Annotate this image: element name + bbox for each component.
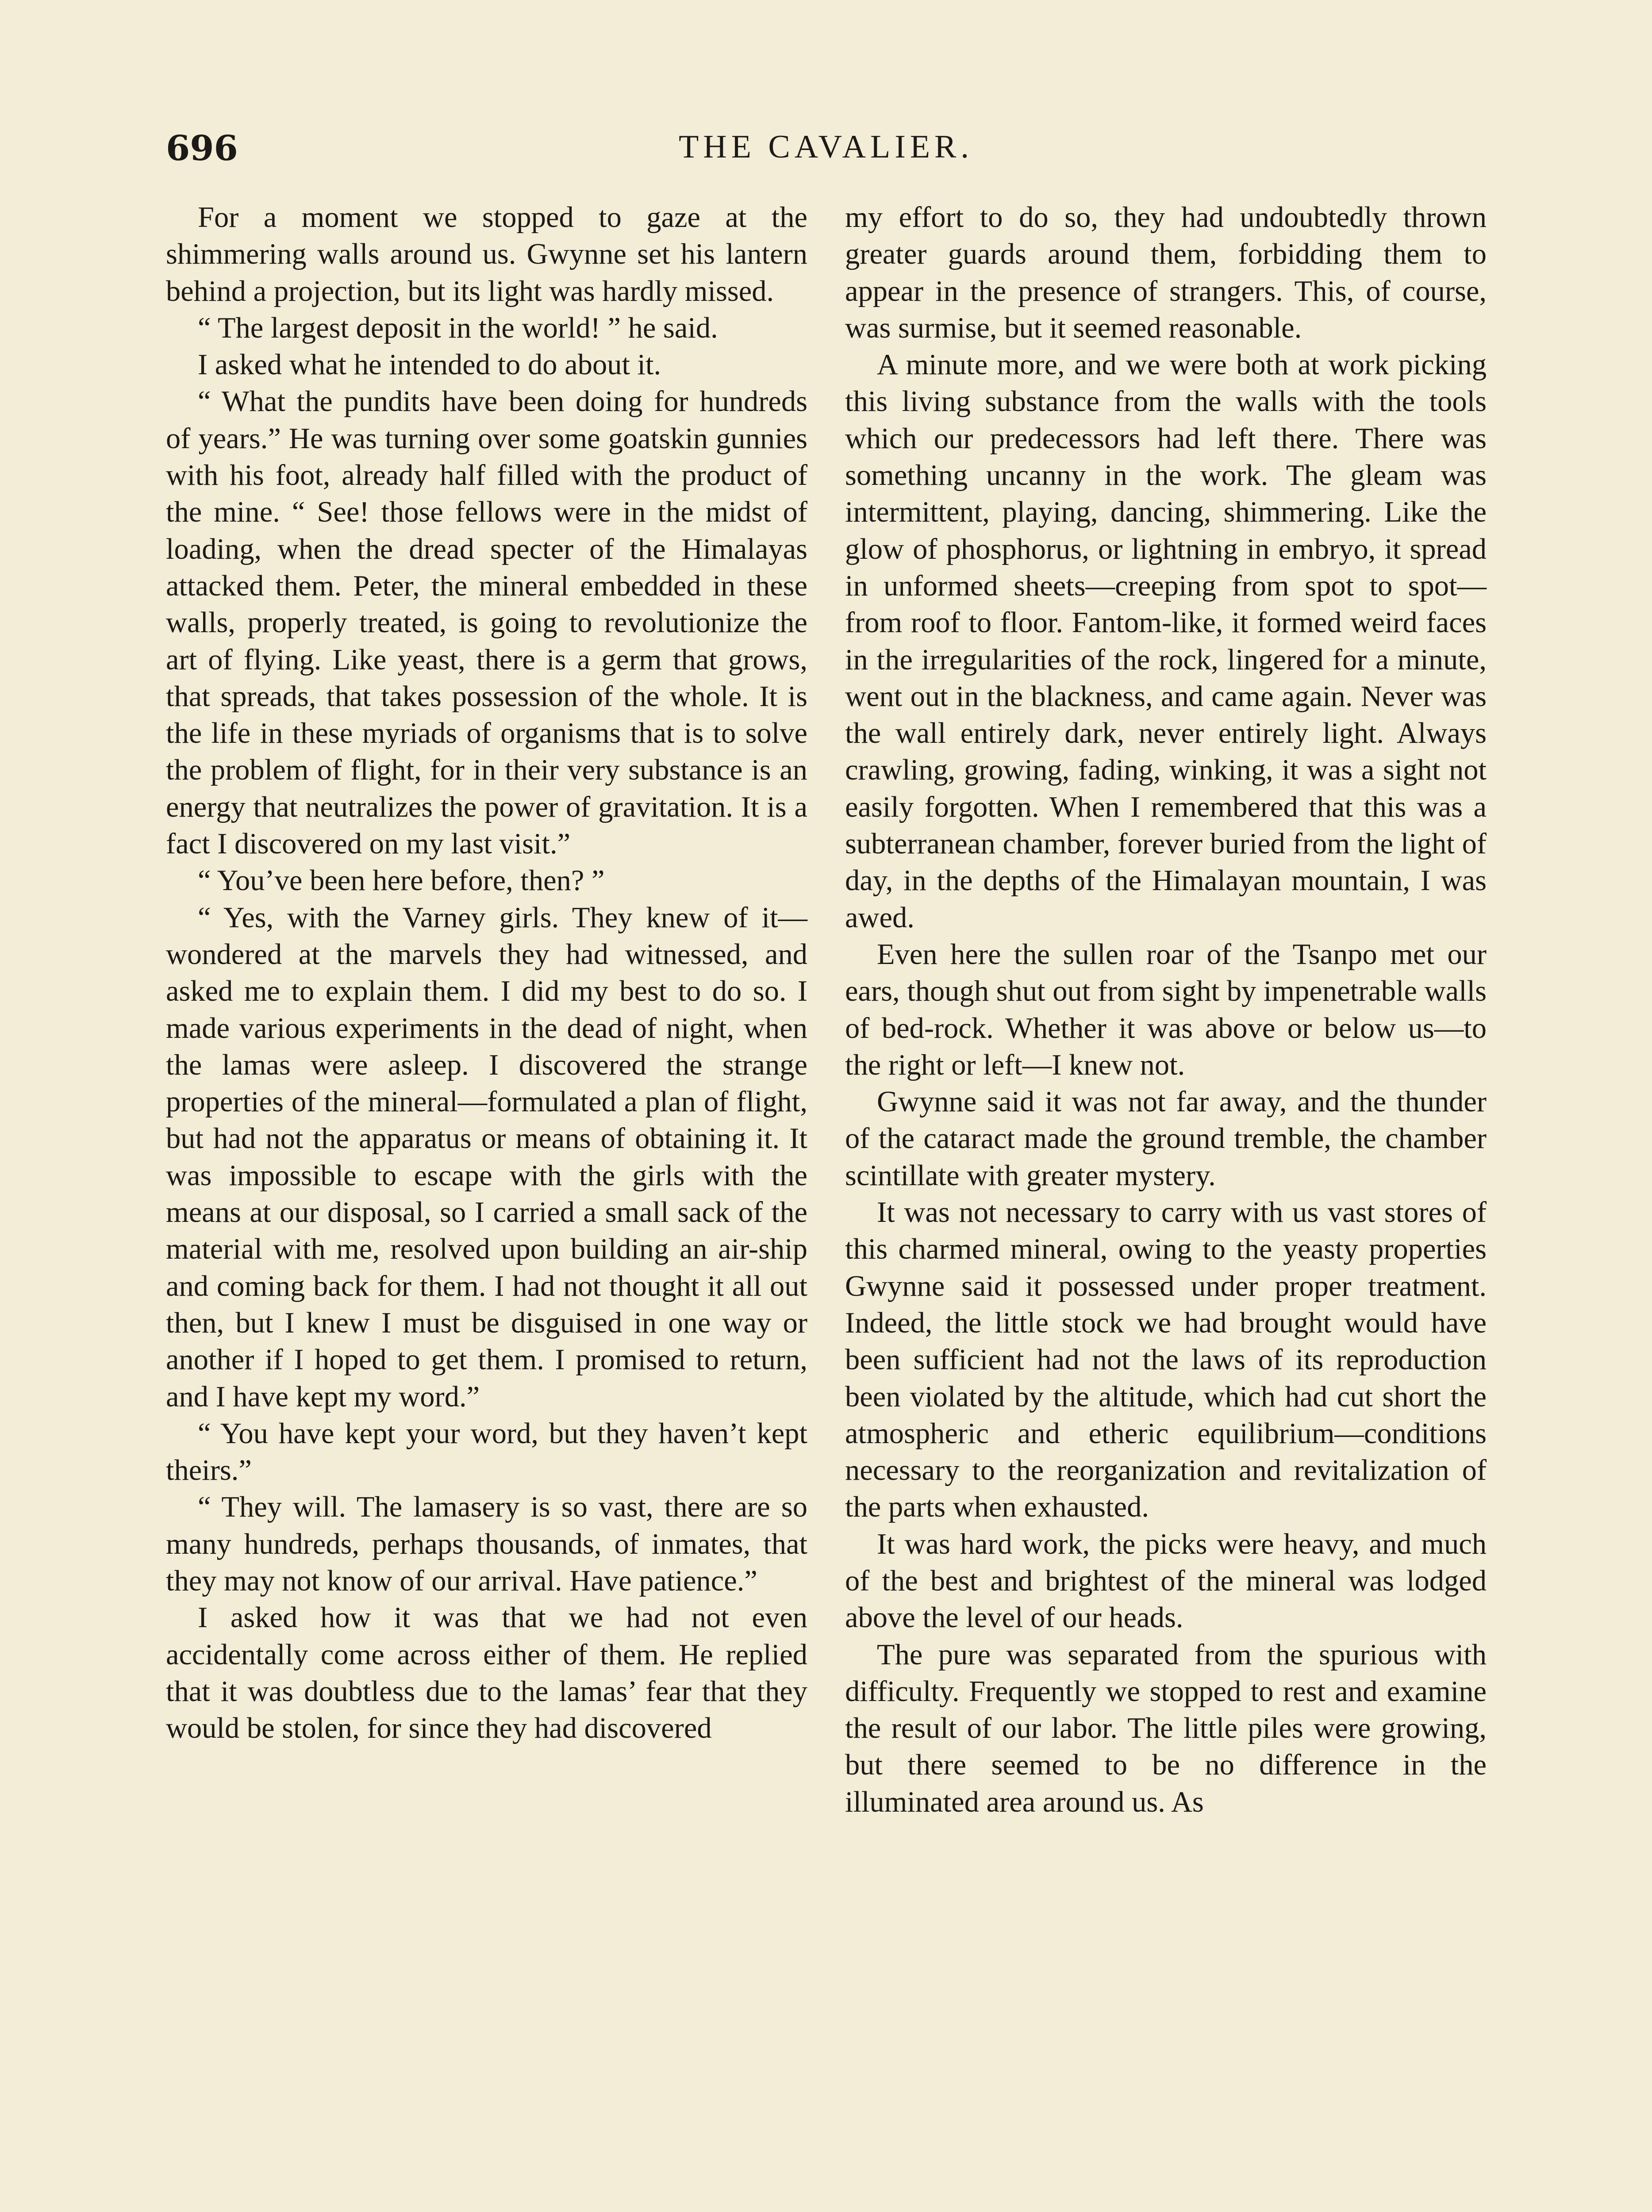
paragraph: A minute more, and we were both at work picking this living substance from the walls with the tools which our predecessors had left there. There was something uncanny in the work. The gleam was intermittent, playing, dancing, shimmering. Like the glow of phosphorus, or lightning in embryo, it spread in unformed sheets—creeping from spot to spot—from roof to floor. Fantom-like, it formed weird faces in the irregularities of the rock, lingered for a minute, went out in the blackness, and came again. Never was the wall entirely dark, never entirely light. Always crawling, growing, fading, winking, it was a sight not easily forgotten. When I remembered that this was a subterranean chamber, forever buried from the light of day, in the depths of the Himalayan mountain, I was awed.	[845, 349, 1487, 934]
paragraph: Gwynne said it was not far away, and the thunder of the cataract made the ground tremble, the chamber scintillate with greater mystery.	[845, 1086, 1487, 1192]
paragraph: For a moment we stopped to gaze at the shimmering walls around us. Gwynne set his lantern behind a projection, but its light was hardly missed.	[166, 201, 807, 307]
running-head: THE CAVALIER.	[679, 129, 973, 165]
paragraph: “ The largest deposit in the world! ” he said.	[198, 311, 718, 344]
right-column	[845, 199, 1487, 1820]
paragraph: “ They will. The lamasery is so vast, there are so many hundreds, perhaps thousands, of inmates, that they may not know of our arrival. Have patience.”	[166, 1491, 807, 1597]
paragraph: The pure was separated from the spurious with difficulty. Frequently we stopped to rest and examine the result of our labor. The little piles were growing, but there seemed to be no difference in the illuminated area around us. As	[845, 1638, 1487, 1818]
paragraph: “ You’ve been here before, then? ”	[198, 864, 605, 897]
paragraph: “ You have kept your word, but they haven’t kept theirs.”	[166, 1417, 807, 1487]
left-column	[166, 199, 807, 1747]
paragraph: Even here the sullen roar of the Tsanpo met our ears, though shut out from sight by impenetrable walls of bed-rock. Whether it was above or below us—to the right or left—I knew not.	[845, 938, 1487, 1081]
paragraph: It was hard work, the picks were heavy, and much of the best and brightest of the mineral was lodged above the level of our heads.	[845, 1528, 1487, 1634]
paragraph: It was not necessary to carry with us vast stores of this charmed mineral, owing to the yeasty properties Gwynne said it possessed under proper treatment. Indeed, the little stock we had brought would have been sufficient had not the laws of its reproduction been violated by the altitude, which had cut short the atmospheric and etheric equilibrium—conditions necessary to the reorganization and revitalization of the parts when exhausted.	[845, 1196, 1487, 1524]
paragraph: I asked how it was that we had not even accidentally come across either of them. He replied that it was doubtless due to the lamas’ fear that they would be stolen, for since they had discovered	[166, 1601, 807, 1745]
paragraph-continued: my effort to do so, they had undoubtedly thrown greater guards around them, forbidding them to appear in the presence of strangers. This, of course, was surmise, but it seemed reasonable.	[845, 201, 1487, 344]
page-number: 696	[166, 128, 238, 169]
paragraph: I asked what he intended to do about it.	[198, 349, 661, 381]
paragraph: “ What the pundits have been doing for hundreds of years.” He was turning over some goatskin gunnies with his foot, already half filled with the product of the mine. “ See! those fellows were in the midst of loading, when the dread specter of the Himalayas attacked them. Peter, the mineral embedded in these walls, properly treated, is going to revolutionize the art of flying. Like yeast, there is a germ that grows, that spreads, that takes possession of the whole. It is the life in these myriads of organisms that is to solve the problem of flight, for in their very substance is an energy that neutralizes the power of gravitation. It is a fact I discovered on my last visit.”	[166, 385, 807, 860]
paragraph: “ Yes, with the Varney girls. They knew of it—wondered at the marvels they had witnessed, and asked me to explain them. I did my best to do so. I made various experiments in the dead of night, when the lamas were asleep. I discovered the strange properties of the mineral—formulated a plan of flight, but had not the apparatus or means of obtaining it. It was impossible to escape with the girls with the means at our disposal, so I carried a small sack of the material with me, resolved upon building an air-ship and coming back for them. I had not thought it all out then, but I knew I must be disguised in one way or another if I hoped to get them. I promised to return, and I have kept my word.”	[166, 901, 807, 1413]
page-header	[166, 128, 1486, 177]
